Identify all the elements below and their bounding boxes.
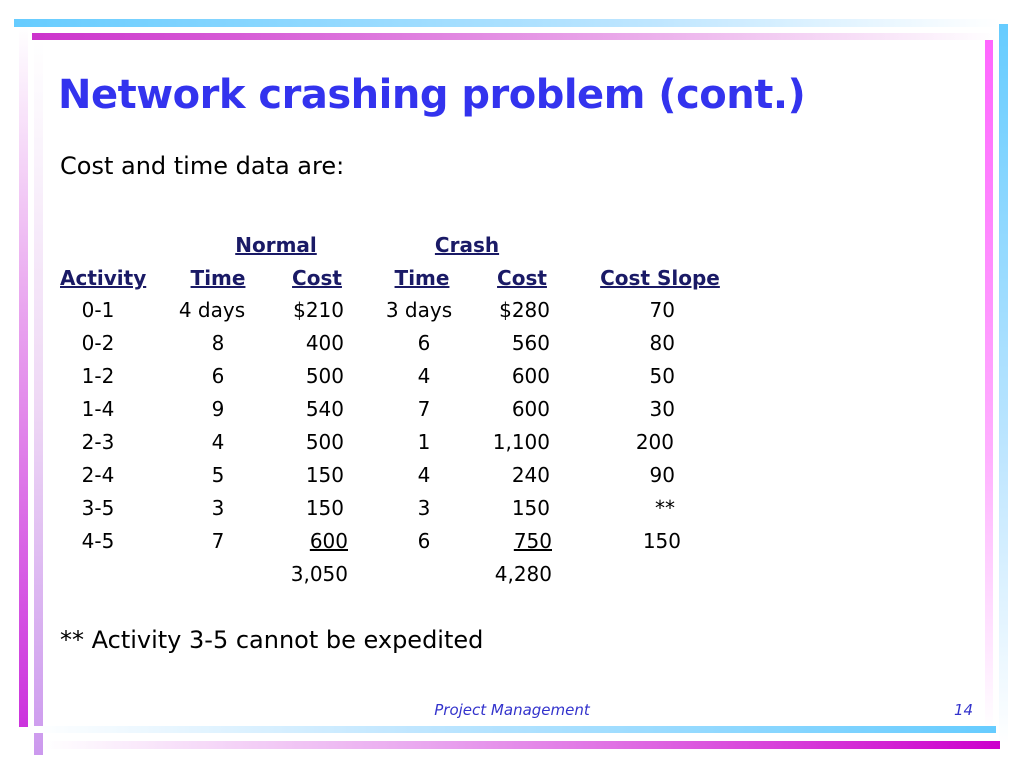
table-cell-crash-time: 6 [417,331,431,355]
table-cell-crash-cost: 240 [511,463,550,487]
table-cell-cost-slope: 150 [642,529,681,553]
column-header-crash-time: Time [394,266,450,290]
table-cell-crash-cost: 600 [511,397,550,421]
table-cell-crash-time: 4 [417,364,431,388]
bottom-magenta-frame-bar [44,741,1000,749]
table-cell-normal-time: 4 [211,430,225,454]
table-cell-cost-slope: 200 [635,430,674,454]
table-cell-normal-time: 9 [211,397,225,421]
table-cell-normal-time: 7 [211,529,225,553]
table-cell-normal-time: 3 [211,496,225,520]
table-cell-crash-cost: 560 [511,331,550,355]
left-magenta-frame-bar [19,27,28,727]
column-header-normal-cost: Cost [292,266,342,290]
table-cell-crash-cost: 1,100 [492,430,550,454]
table-cell-crash-time: 7 [417,397,431,421]
column-header-normal-time: Time [190,266,246,290]
table-cell-normal-time: 4 days [178,298,246,322]
table-cell-normal-time: 8 [211,331,225,355]
bottom-cyan-frame-bar [30,726,996,733]
table-cell-crash-time: 3 days [385,298,453,322]
table-cell-cost-slope: 50 [649,364,675,388]
table-cell-activity: 3-5 [81,496,115,520]
table-cell-cost-slope: ** [655,496,675,520]
top-cyan-frame-bar [14,19,1000,27]
table-cell-crash-cost: $280 [499,298,550,322]
table-cell-normal-cost: 400 [305,331,344,355]
table-cell-crash-time: 6 [417,529,431,553]
crash-cost-total: 4,280 [494,562,552,586]
right-cyan-frame-bar [999,24,1008,744]
table-cell-normal-cost: 500 [305,364,344,388]
table-cell-normal-cost: 540 [305,397,344,421]
crash-group-header: Crash [434,233,500,257]
top-magenta-frame-bar [32,33,996,40]
table-cell-activity: 2-3 [81,430,115,454]
table-cell-activity: 2-4 [81,463,115,487]
footnote: ** Activity 3-5 cannot be expedited [60,626,484,654]
table-cell-normal-time: 5 [211,463,225,487]
table-cell-crash-time: 1 [417,430,431,454]
table-cell-cost-slope: 80 [649,331,675,355]
table-cell-cost-slope: 30 [649,397,675,421]
page-number: 14 [954,701,974,719]
table-cell-crash-cost: 600 [511,364,550,388]
normal-group-header: Normal [235,233,317,257]
column-header-activity: Activity [60,266,147,290]
table-cell-activity: 1-2 [81,364,115,388]
table-cell-normal-cost: 150 [305,496,344,520]
table-cell-crash-cost: 150 [511,496,550,520]
column-header-cost-slope: Cost Slope [600,266,720,290]
table-cell-activity: 4-5 [81,529,115,553]
table-cell-cost-slope: 90 [649,463,675,487]
table-cell-normal-cost: 150 [305,463,344,487]
table-cell-crash-cost: 750 [513,529,552,553]
table-cell-crash-time: 3 [417,496,431,520]
right-magenta-frame-bar [985,40,993,730]
table-cell-normal-cost: $210 [293,298,344,322]
table-cell-activity: 0-1 [81,298,115,322]
left-lavender-frame-bar [34,40,43,755]
table-cell-normal-cost: 600 [309,529,348,553]
normal-cost-total: 3,050 [290,562,348,586]
table-cell-normal-cost: 500 [305,430,344,454]
intro-text: Cost and time data are: [60,152,345,180]
table-cell-activity: 1-4 [81,397,115,421]
table-cell-normal-time: 6 [211,364,225,388]
table-cell-cost-slope: 70 [649,298,675,322]
footer-title: Project Management [434,701,590,719]
column-header-crash-cost: Cost [497,266,547,290]
slide-title: Network crashing problem (cont.) [58,72,806,118]
table-cell-activity: 0-2 [81,331,115,355]
table-cell-crash-time: 4 [417,463,431,487]
